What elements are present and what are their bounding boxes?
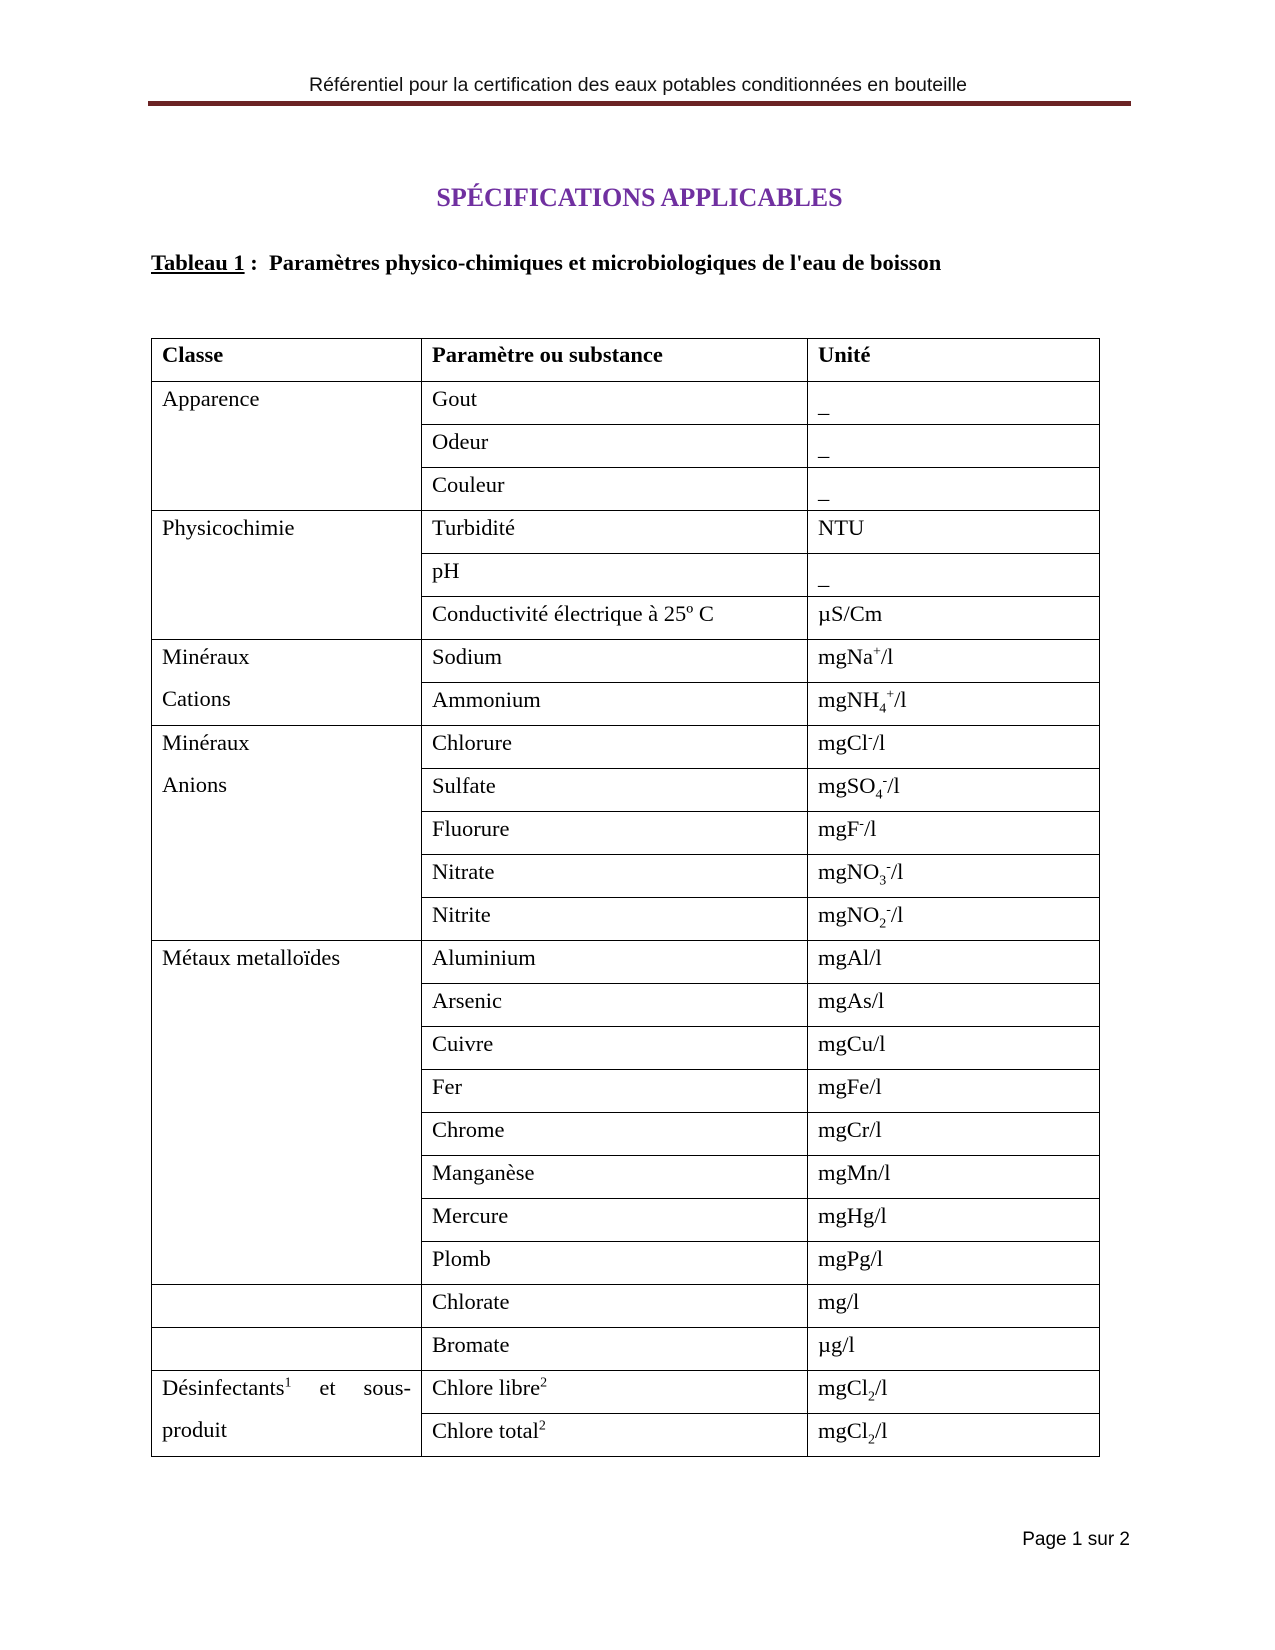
- unit-cell: mgCu/l: [808, 1027, 1100, 1070]
- class-line: produit: [162, 1417, 227, 1442]
- unit-cell: [808, 726, 1100, 769]
- table-row: [152, 1328, 1100, 1371]
- running-header: Référentiel pour la certification des eaux potables conditionnées en bouteille: [308, 74, 967, 96]
- table-row: [152, 382, 1100, 425]
- param-cell: Conductivité électrique à 25º C: [422, 597, 808, 640]
- unit-tail: /l: [863, 816, 877, 841]
- param-cell: Fer: [422, 1070, 808, 1113]
- unit-base: mgNa: [818, 644, 873, 669]
- unit-base: mgNO: [818, 859, 880, 884]
- param-cell: Ammonium: [422, 683, 808, 726]
- unit-sup: +: [886, 687, 895, 703]
- unit-sup: -: [859, 816, 864, 832]
- unit-tail: /l: [890, 902, 904, 927]
- unit-base: mgCl: [818, 730, 869, 755]
- table-row: [152, 640, 1100, 683]
- param-cell: Odeur: [422, 425, 808, 468]
- unit-base: mgF: [818, 816, 860, 841]
- footnote-ref: 2: [540, 1375, 548, 1391]
- header-rule: [148, 101, 1131, 106]
- param-cell: [422, 1414, 808, 1457]
- param-text: Chlore libre: [432, 1375, 541, 1400]
- param-cell: Arsenic: [422, 984, 808, 1027]
- table-row: [152, 511, 1100, 554]
- unit-cell: [808, 812, 1100, 855]
- param-cell: Sodium: [422, 640, 808, 683]
- parameters-table: [151, 338, 1100, 1457]
- table-row: [152, 726, 1100, 769]
- footnote-ref: 1: [284, 1375, 292, 1391]
- param-cell: Aluminium: [422, 941, 808, 984]
- unit-sup: -: [886, 902, 891, 918]
- unit-cell: [808, 769, 1100, 812]
- unit-tail: /l: [880, 644, 894, 669]
- unit-sub: 2: [879, 916, 887, 932]
- unit-base: mgCl: [818, 1375, 869, 1400]
- class-line: Anions: [162, 772, 228, 797]
- param-cell: Nitrate: [422, 855, 808, 898]
- unit-cell: mgAl/l: [808, 941, 1100, 984]
- param-cell: Couleur: [422, 468, 808, 511]
- unit-sub: 2: [868, 1389, 876, 1405]
- page-title: SPÉCIFICATIONS APPLICABLES: [436, 183, 843, 212]
- unit-sub: 2: [868, 1432, 876, 1448]
- unit-sup: -: [868, 730, 873, 746]
- unit-cell: [808, 898, 1100, 941]
- unit-cell: µg/l: [808, 1328, 1100, 1371]
- unit-sub: 4: [875, 787, 883, 803]
- unit-cell: [808, 683, 1100, 726]
- param-cell: Chlorure: [422, 726, 808, 769]
- class-line: Minéraux: [162, 730, 250, 755]
- class-cell-empty: [152, 1328, 422, 1371]
- class-line: Minéraux: [162, 644, 250, 669]
- class-cell-physicochimie: Physicochimie: [152, 511, 422, 640]
- class-word-sous: sous-: [363, 1375, 411, 1400]
- param-cell: Fluorure: [422, 812, 808, 855]
- param-cell: [422, 1371, 808, 1414]
- class-word: [162, 1366, 291, 1410]
- unit-cell: [808, 640, 1100, 683]
- unit-value: _: [818, 564, 830, 589]
- unit-sup: -: [886, 859, 891, 875]
- footnote-ref: 2: [538, 1418, 546, 1434]
- page-number: Page 1 sur 2: [1022, 1529, 1130, 1550]
- param-cell: Chlorate: [422, 1285, 808, 1328]
- unit-cell: mgPg/l: [808, 1242, 1100, 1285]
- unit-cell: [808, 468, 1100, 511]
- class-word-desinfectants: Désinfectants: [162, 1375, 285, 1400]
- unit-cell: [808, 554, 1100, 597]
- class-cell-mineraux-anions: [152, 726, 422, 941]
- unit-tail: /l: [894, 687, 907, 712]
- table-row: [152, 941, 1100, 984]
- unit-cell: mgHg/l: [808, 1199, 1100, 1242]
- unit-base: mgCl: [818, 1418, 869, 1443]
- param-cell: Manganèse: [422, 1156, 808, 1199]
- unit-tail: /l: [875, 1375, 888, 1400]
- param-cell: Gout: [422, 382, 808, 425]
- unit-sub: 3: [879, 873, 887, 889]
- unit-cell: NTU: [808, 511, 1100, 554]
- caption-text: Paramètres physico-chimiques et microbiologiques de l'eau de boisson: [268, 250, 942, 275]
- unit-cell: [808, 382, 1100, 425]
- unit-cell: µS/Cm: [808, 597, 1100, 640]
- unit-cell: [808, 1371, 1100, 1414]
- unit-base: mgNO: [818, 902, 880, 927]
- class-line: [162, 1366, 411, 1410]
- unit-cell: [808, 425, 1100, 468]
- unit-sub: 4: [879, 701, 887, 717]
- unit-cell: mgFe/l: [808, 1070, 1100, 1113]
- unit-tail: /l: [875, 1418, 888, 1443]
- class-cell-metaux: Métaux metalloïdes: [152, 941, 422, 1285]
- unit-cell: mgMn/l: [808, 1156, 1100, 1199]
- table-caption: [151, 250, 941, 276]
- param-cell: Sulfate: [422, 769, 808, 812]
- unit-cell: [808, 855, 1100, 898]
- unit-value: _: [818, 478, 830, 503]
- unit-base: mgSO: [818, 773, 876, 798]
- unit-sup: -: [882, 773, 888, 789]
- param-cell: Bromate: [422, 1328, 808, 1371]
- class-word-et: et: [319, 1375, 336, 1400]
- header-classe: Classe: [152, 339, 422, 382]
- param-cell: Chrome: [422, 1113, 808, 1156]
- unit-tail: /l: [887, 773, 900, 798]
- unit-tail: /l: [872, 730, 886, 755]
- class-cell-mineraux-cations: [152, 640, 422, 726]
- header-parametre: Paramètre ou substance: [422, 339, 808, 382]
- table-row: [152, 1371, 1100, 1414]
- table-row: [152, 1285, 1100, 1328]
- unit-tail: /l: [890, 859, 904, 884]
- param-cell: pH: [422, 554, 808, 597]
- caption-separator: :: [244, 250, 269, 275]
- class-line: Cations: [162, 686, 231, 711]
- unit-cell: mgCr/l: [808, 1113, 1100, 1156]
- param-text: Chlore total: [432, 1418, 539, 1443]
- unit-base: mgNH: [818, 687, 880, 712]
- param-cell: Mercure: [422, 1199, 808, 1242]
- class-cell-desinfectants: [152, 1371, 422, 1457]
- unit-cell: [808, 1414, 1100, 1457]
- param-cell: Cuivre: [422, 1027, 808, 1070]
- header-unite: Unité: [808, 339, 1100, 382]
- unit-sup: +: [873, 644, 881, 660]
- param-cell: Turbidité: [422, 511, 808, 554]
- unit-value: _: [818, 435, 830, 460]
- class-cell-apparence: Apparence: [152, 382, 422, 511]
- table-header-row: [152, 339, 1100, 382]
- param-cell: Nitrite: [422, 898, 808, 941]
- caption-label: Tableau 1: [151, 250, 245, 275]
- unit-cell: mg/l: [808, 1285, 1100, 1328]
- class-cell-empty: [152, 1285, 422, 1328]
- unit-value: _: [818, 392, 830, 417]
- param-cell: Plomb: [422, 1242, 808, 1285]
- unit-cell: mgAs/l: [808, 984, 1100, 1027]
